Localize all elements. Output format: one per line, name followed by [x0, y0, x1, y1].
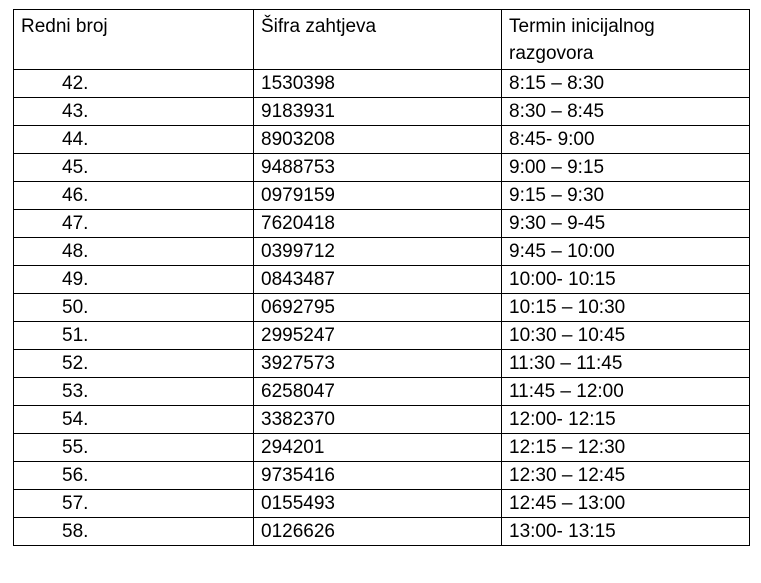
- table-row: [14, 126, 750, 154]
- row-number: 44.: [14, 126, 254, 154]
- schedule-table: [13, 9, 750, 546]
- row-number: 56.: [14, 462, 254, 490]
- interview-time: 8:30 – 8:45: [502, 98, 750, 126]
- row-number: 57.: [14, 490, 254, 518]
- row-number: 43.: [14, 98, 254, 126]
- request-code: 8903208: [254, 126, 502, 154]
- table-row: [14, 70, 750, 98]
- row-number: 45.: [14, 154, 254, 182]
- row-number: 48.: [14, 238, 254, 266]
- table-row: [14, 434, 750, 462]
- row-number: 52.: [14, 350, 254, 378]
- table-row: [14, 350, 750, 378]
- row-number: 51.: [14, 322, 254, 350]
- table-row: [14, 266, 750, 294]
- row-number: 49.: [14, 266, 254, 294]
- table-row: [14, 154, 750, 182]
- request-code: 0979159: [254, 182, 502, 210]
- interview-time: 13:00- 13:15: [502, 518, 750, 546]
- row-number: 50.: [14, 294, 254, 322]
- request-code: 3382370: [254, 406, 502, 434]
- request-code: 0843487: [254, 266, 502, 294]
- request-code: 9183931: [254, 98, 502, 126]
- row-number: 54.: [14, 406, 254, 434]
- table-row: [14, 406, 750, 434]
- request-code: 9488753: [254, 154, 502, 182]
- interview-time: 10:15 – 10:30: [502, 294, 750, 322]
- interview-time: 8:45- 9:00: [502, 126, 750, 154]
- header-redni-broj: Redni broj: [14, 10, 254, 70]
- header-termin-line1: Termin inicijalnog: [509, 16, 655, 37]
- table-row: [14, 518, 750, 546]
- table-row: [14, 462, 750, 490]
- row-number: 47.: [14, 210, 254, 238]
- request-code: 9735416: [254, 462, 502, 490]
- interview-time: 8:15 – 8:30: [502, 70, 750, 98]
- request-code: 7620418: [254, 210, 502, 238]
- table-header: [14, 10, 750, 70]
- request-code: 0155493: [254, 490, 502, 518]
- header-sifra-zahtjeva: Šifra zahtjeva: [254, 10, 502, 70]
- request-code: 2995247: [254, 322, 502, 350]
- table-body: [14, 70, 750, 546]
- table-row: [14, 294, 750, 322]
- interview-time: 9:00 – 9:15: [502, 154, 750, 182]
- table-row: [14, 490, 750, 518]
- interview-time: 9:30 – 9-45: [502, 210, 750, 238]
- table-row: [14, 182, 750, 210]
- table-row: [14, 98, 750, 126]
- row-number: 55.: [14, 434, 254, 462]
- row-number: 58.: [14, 518, 254, 546]
- interview-time: 10:00- 10:15: [502, 266, 750, 294]
- row-number: 46.: [14, 182, 254, 210]
- request-code: 1530398: [254, 70, 502, 98]
- interview-time: 9:15 – 9:30: [502, 182, 750, 210]
- table-row: [14, 378, 750, 406]
- interview-time: 11:45 – 12:00: [502, 378, 750, 406]
- table-row: [14, 238, 750, 266]
- interview-time: 12:15 – 12:30: [502, 434, 750, 462]
- request-code: 0692795: [254, 294, 502, 322]
- row-number: 53.: [14, 378, 254, 406]
- header-row: [14, 10, 750, 70]
- interview-time: 12:30 – 12:45: [502, 462, 750, 490]
- table-row: [14, 322, 750, 350]
- header-termin: [502, 10, 750, 70]
- request-code: 0399712: [254, 238, 502, 266]
- request-code: 0126626: [254, 518, 502, 546]
- interview-time: 12:00- 12:15: [502, 406, 750, 434]
- request-code: 6258047: [254, 378, 502, 406]
- interview-time: 12:45 – 13:00: [502, 490, 750, 518]
- header-termin-line2: razgovora: [509, 43, 594, 64]
- interview-time: 9:45 – 10:00: [502, 238, 750, 266]
- table-row: [14, 210, 750, 238]
- request-code: 294201: [254, 434, 502, 462]
- row-number: 42.: [14, 70, 254, 98]
- interview-time: 11:30 – 11:45: [502, 350, 750, 378]
- request-code: 3927573: [254, 350, 502, 378]
- interview-time: 10:30 – 10:45: [502, 322, 750, 350]
